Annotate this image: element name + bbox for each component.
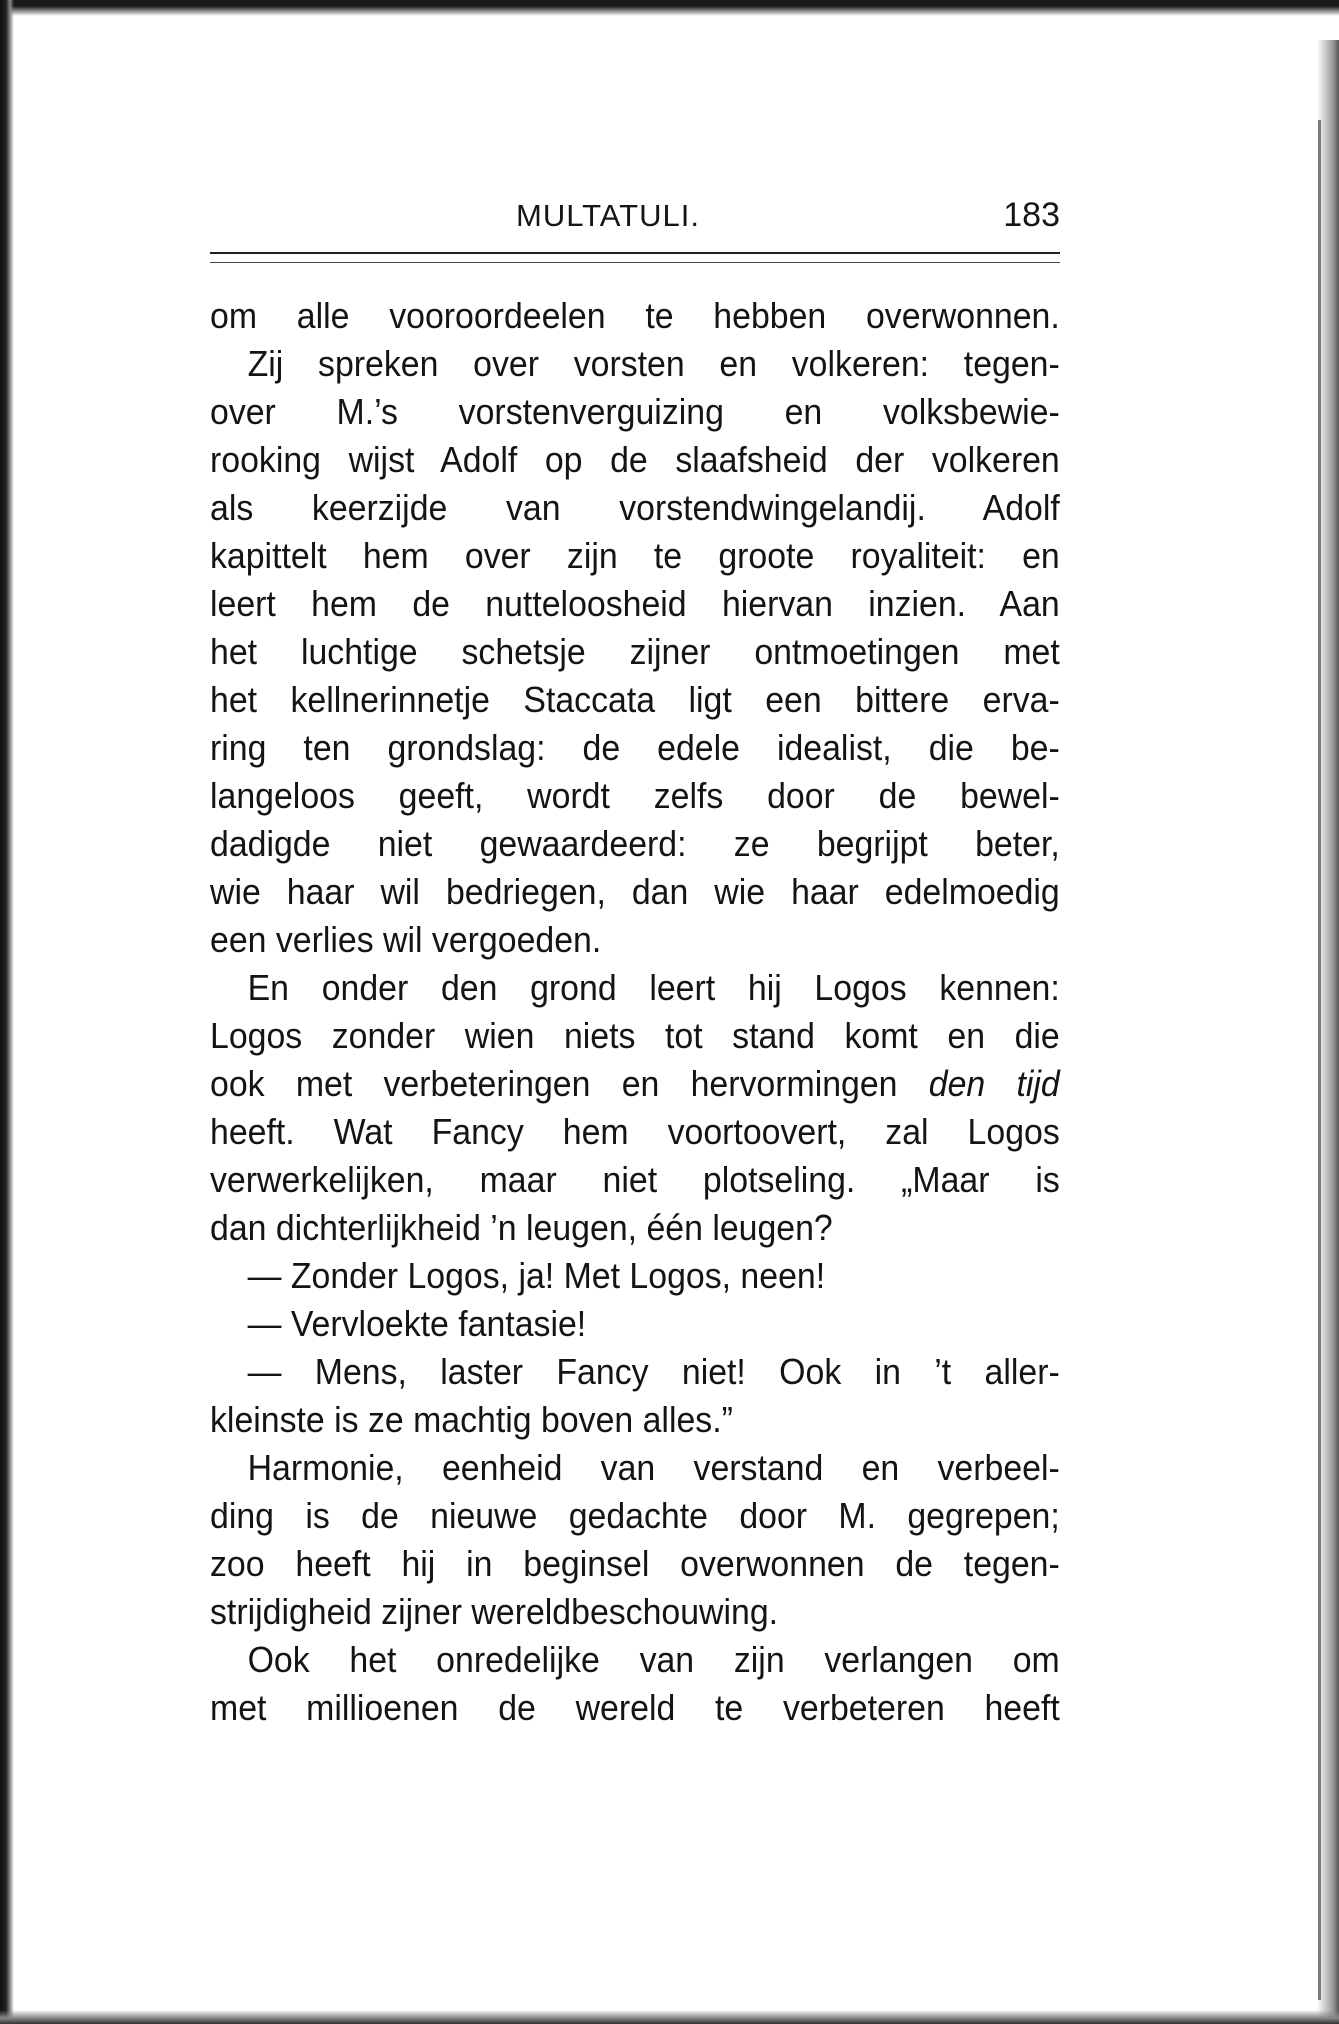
text-line: En onder den grond leert hij Logos kennen: [247, 967, 1060, 1008]
scan-edge-top [0, 0, 1339, 16]
text-line: het kellnerinnetje Staccata ligt een bittere erva- [210, 679, 1060, 720]
text-line: om alle vooroordeelen te hebben overwonnen. [210, 295, 1060, 336]
dialogue-line: — Vervloekte fantasie! [247, 1303, 587, 1344]
text-line: ding is de nieuwe gedachte door M. gegrepen; [210, 1495, 1060, 1536]
body-text [210, 292, 1060, 1732]
text-line: langeloos geeft, wordt zelfs door de bewel- [210, 775, 1060, 816]
text-line: ring ten grondslag: de edele idealist, die be- [210, 727, 1060, 768]
text-line: Logos zonder wien niets tot stand komt en die [210, 1015, 1060, 1056]
text-line: strijdigheid zijner wereldbeschouwing. [210, 1591, 779, 1632]
text-line: dadigde niet gewaardeerd: ze begrijpt beter, [210, 823, 1060, 864]
text-line: met millioenen de wereld te verbeteren heeft [210, 1687, 1060, 1728]
page-header [210, 196, 1060, 248]
text-line: wie haar wil bedriegen, dan wie haar edelmoedig [210, 871, 1060, 912]
scan-edge-right-line [1318, 120, 1321, 2000]
text-line: als keerzijde van vorstendwingelandij. Adolf [210, 487, 1060, 528]
text-line: een verlies wil vergoeden. [210, 919, 602, 960]
text-line: dan dichterlijkheid ’n leugen, één leugen? [210, 1207, 833, 1248]
page-number: 183 [1003, 196, 1060, 234]
text-line: kleinste is ze machtig boven alles.” [210, 1399, 733, 1440]
text-line: over M.’s vorstenverguizing en volksbewie- [210, 391, 1060, 432]
running-title: MULTATULI. [516, 198, 700, 233]
emphasized-text: den tijd [928, 1063, 1060, 1104]
text-line: Harmonie, eenheid van verstand en verbeel- [247, 1447, 1060, 1488]
text-segment: ook met verbeteringen en hervormingen [210, 1063, 898, 1104]
text-line: rooking wijst Adolf op de slaafsheid der volkeren [210, 439, 1060, 480]
header-rule [210, 252, 1060, 254]
text-line: heeft. Wat Fancy hem voortoovert, zal Logos [210, 1111, 1060, 1152]
text-line: het luchtige schetsje zijner ontmoetingen met [210, 631, 1060, 672]
text-line-with-emphasis [210, 1060, 1060, 1108]
text-line: Ook het onredelijke van zijn verlangen om [247, 1639, 1060, 1680]
dialogue-line: — Zonder Logos, ja! Met Logos, neen! [247, 1255, 826, 1296]
text-line: zoo heeft hij in beginsel overwonnen de tegen- [210, 1543, 1060, 1584]
text-line: leert hem de nutteloosheid hiervan inzien. Aan [210, 583, 1060, 624]
text-line: Zij spreken over vorsten en volkeren: tegen- [247, 343, 1060, 384]
scan-edge-left [0, 0, 14, 2024]
scan-edge-bottom [0, 2010, 1339, 2024]
dialogue-line: — Mens, laster Fancy niet! Ook in ’t aller- [247, 1351, 1060, 1392]
text-line: kapittelt hem over zijn te groote royaliteit: en [210, 535, 1060, 576]
header-rule-thin [210, 262, 1060, 263]
text-line: verwerkelijken, maar niet plotseling. „Maar is [210, 1159, 1060, 1200]
